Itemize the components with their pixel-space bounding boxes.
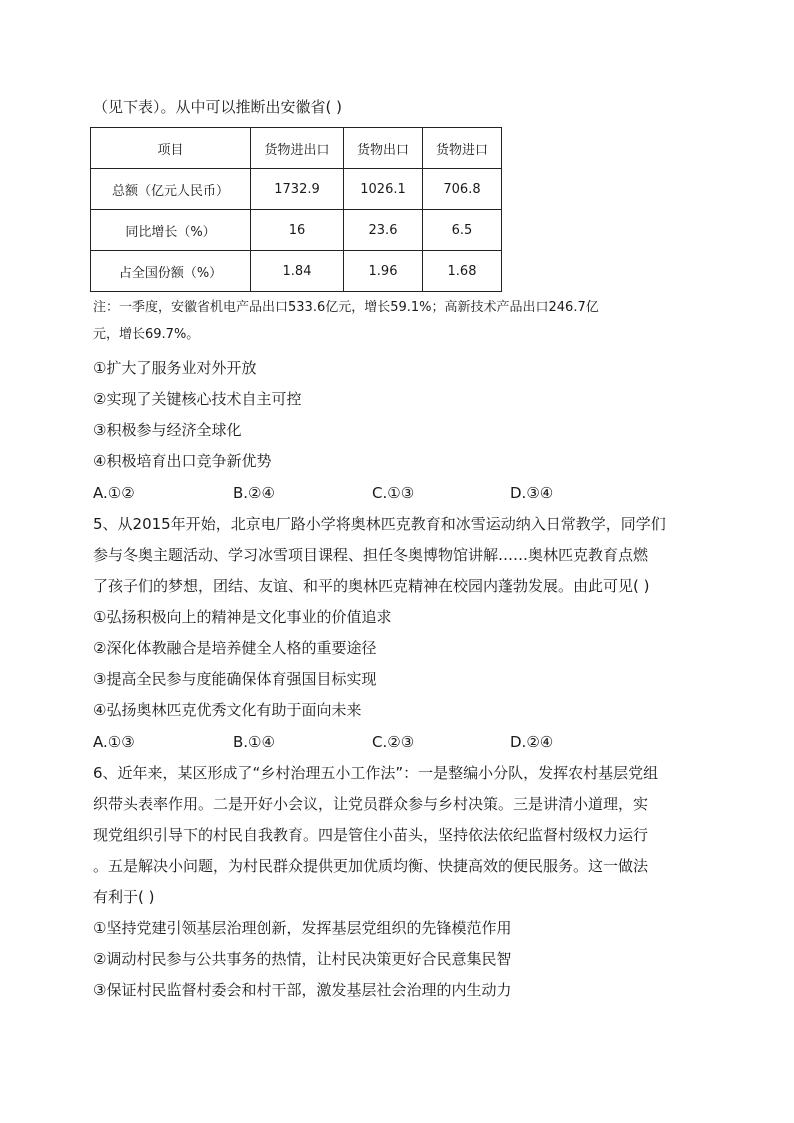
table-cell: 23.6 xyxy=(344,210,423,251)
statement-item: ①坚持党建引领基层治理创新，发挥基层党组织的先锋模范作用 xyxy=(93,919,512,937)
statement-item: ②实现了关键核心技术自主可控 xyxy=(93,390,302,408)
statement-item: ①扩大了服务业对外开放 xyxy=(93,359,257,377)
table-note: 注：一季度，安徽省机电产品出口533.6亿元，增长59.1%；高新技术产品出口246.7亿 xyxy=(93,300,599,315)
table-header-row xyxy=(91,128,502,169)
table-row xyxy=(91,169,502,210)
table-cell: 1.96 xyxy=(344,251,423,292)
statement-item: ①弘扬积极向上的精神是文化事业的价值追求 xyxy=(93,608,392,626)
table-header-cell: 项目 xyxy=(91,128,251,169)
question-text: 织带头表率作用。二是开好小会议，让党员群众参与乡村决策。三是讲清小道理，实 xyxy=(93,795,649,813)
table-cell: 6.5 xyxy=(423,210,502,251)
table-cell: 1026.1 xyxy=(344,169,423,210)
statement-item: ③积极参与经济全球化 xyxy=(93,421,242,439)
table-header-cell: 货物进口 xyxy=(423,128,502,169)
table-row xyxy=(91,251,502,292)
statement-item: ②深化体教融合是培养健全人格的重要途径 xyxy=(93,639,377,657)
option-c[interactable]: C.②③ xyxy=(372,733,415,751)
table-cell: 占全国份额（%） xyxy=(91,251,251,292)
table-cell: 同比增长（%） xyxy=(91,210,251,251)
statement-item: ②调动村民参与公共事务的热情，让村民决策更好合民意集民智 xyxy=(93,950,512,968)
question-text: 现党组织引导下的村民自我教育。四是管住小苗头，坚持依法依纪监督村级权力运行 xyxy=(93,826,649,844)
table-cell: 1.68 xyxy=(423,251,502,292)
question-text: 有利于( ) xyxy=(93,888,155,906)
statement-item: ④积极培育出口竞争新优势 xyxy=(93,452,272,470)
option-b[interactable]: B.①④ xyxy=(233,733,275,751)
table-row xyxy=(91,210,502,251)
question-text: 。五是解决小问题，为村民群众提供更加优质均衡、快捷高效的便民服务。这一做法 xyxy=(93,857,649,875)
statement-item: ③保证村民监督村委会和村干部，激发基层社会治理的内生动力 xyxy=(93,981,512,999)
trade-table xyxy=(90,127,502,292)
table-header-cell: 货物出口 xyxy=(344,128,423,169)
option-c[interactable]: C.①③ xyxy=(372,484,415,502)
question-text: 5、从2015年开始，北京电厂路小学将奥林匹克教育和冰雪运动纳入日常教学，同学们 xyxy=(93,515,666,533)
table-cell: 1.84 xyxy=(251,251,344,292)
statement-item: ③提高全民参与度能确保体育强国目标实现 xyxy=(93,670,377,688)
q4-intro: （见下表）。从中可以推断出安徽省( ) xyxy=(93,98,342,116)
option-d[interactable]: D.③④ xyxy=(510,484,554,502)
question-text: 6、近年来，某区形成了“乡村治理五小工作法”：一是整编小分队，发挥农村基层党组 xyxy=(93,764,659,782)
table-note: 元，增长69.7%。 xyxy=(93,327,200,342)
question-text: 了孩子们的梦想，团结、友谊、和平的奥林匹克精神在校园内蓬勃发展。由此可见( ) xyxy=(93,577,650,595)
table-cell: 总额（亿元人民币） xyxy=(91,169,251,210)
option-a[interactable]: A.①② xyxy=(93,484,135,502)
table-cell: 706.8 xyxy=(423,169,502,210)
table-header-cell: 货物进出口 xyxy=(251,128,344,169)
option-a[interactable]: A.①③ xyxy=(93,733,135,751)
table-cell: 16 xyxy=(251,210,344,251)
table-cell: 1732.9 xyxy=(251,169,344,210)
option-d[interactable]: D.②④ xyxy=(510,733,554,751)
question-text: 参与冬奥主题活动、学习冰雪项目课程、担任冬奥博物馆讲解……奥林匹克教育点燃 xyxy=(93,546,649,564)
statement-item: ④弘扬奥林匹克优秀文化有助于面向未来 xyxy=(93,701,362,719)
option-b[interactable]: B.②④ xyxy=(233,484,275,502)
